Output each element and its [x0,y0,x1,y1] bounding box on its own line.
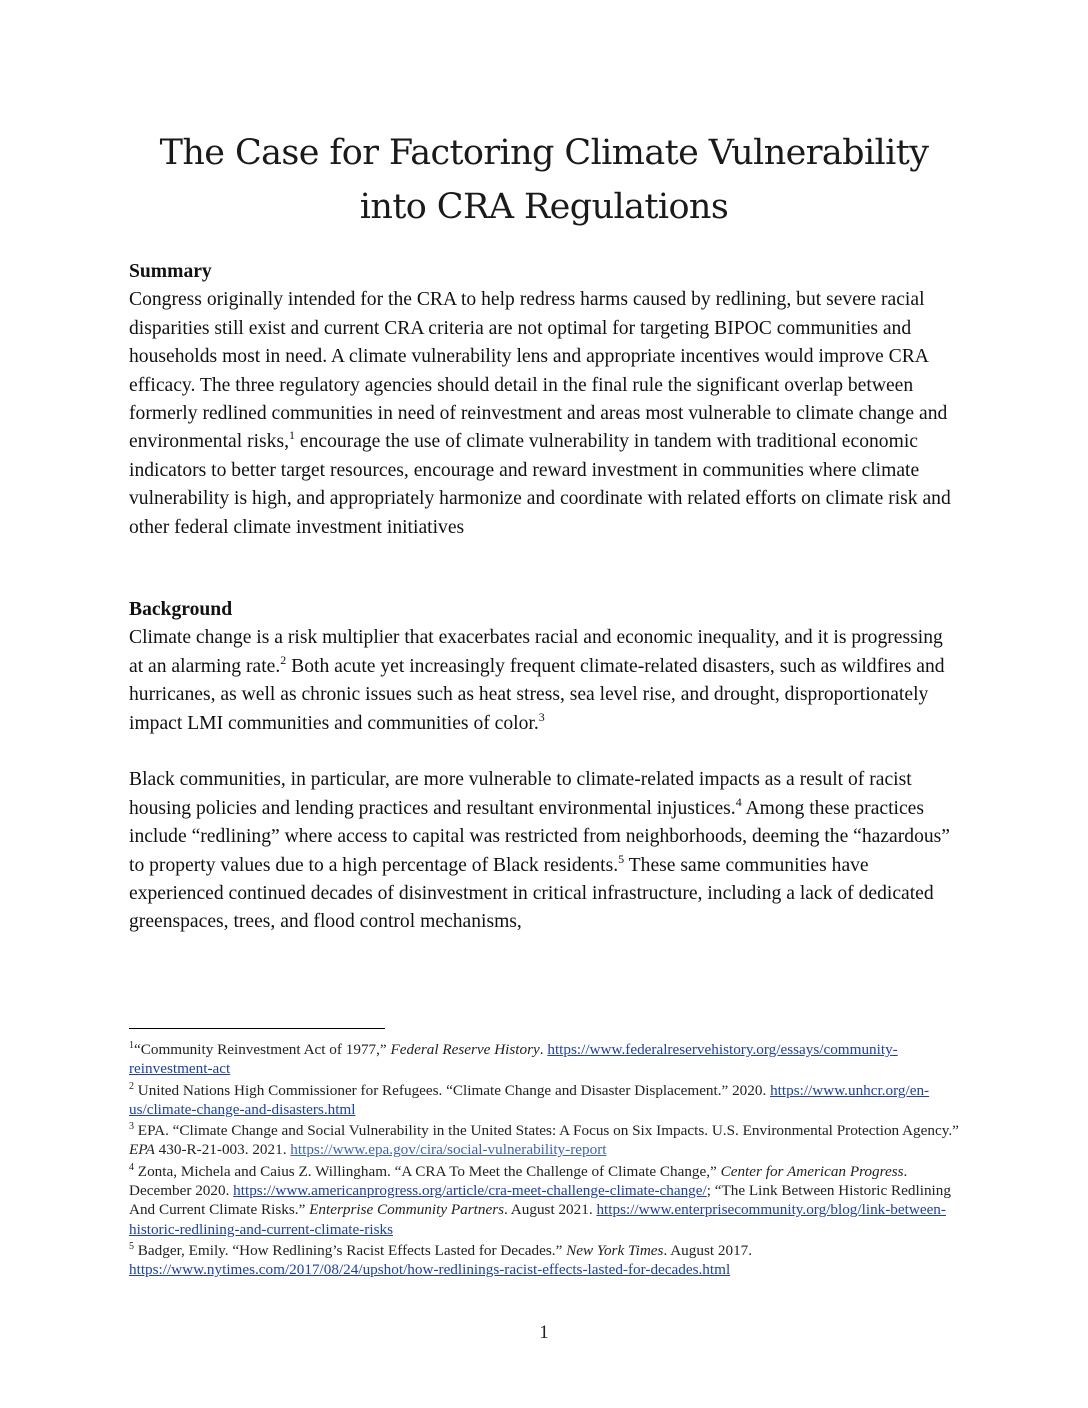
footnote-4 [129,1162,959,1239]
background-paragraph-1 [129,624,959,738]
footnote-number: 2 [129,1080,134,1092]
footnote-text: . August 2021. [504,1201,597,1219]
footnote-text: . August 2017. [663,1241,753,1259]
footnote-number: 3 [129,1121,134,1133]
title-line-1: The Case for Factoring Climate Vulnerability [159,133,929,173]
document-title [100,126,988,234]
footnote-number: 4 [129,1161,134,1173]
title-line-2: into CRA Regulations [359,187,729,227]
footnote-link[interactable]: https://www.americanprogress.org/article/cra-meet-challenge-climate-change/ [233,1182,707,1200]
footnote-link[interactable]: https://www.enterprisecommunity.org/blog/link-between-historic-redlining-and-current-climate-risks [129,1201,946,1238]
footnote-text: . [539,1041,548,1058]
background-text-2b: Among these practices include “redlining” where access to capital was restricted from neighborhoods, deeming the “hazardous” to property values due to a high percentage of Black residents. [129,797,950,876]
footnote-source: EPA [129,1141,155,1159]
footnote-number: 1 [129,1040,134,1051]
footnote-text: ; “The Link Between Historic Redlining And Current Climate Risks.” [129,1182,951,1219]
background-text-1b: Both acute yet increasingly frequent climate-related disasters, such as wildfires and hurricanes, as well as chronic issues such as heat stress, sea level rise, and drought, disproportionately impact LMI communities and communities of color. [129,655,945,734]
footnote-1 [129,1040,959,1079]
background-text-2a: Black communities, in particular, are more vulnerable to climate-related impacts as a result of racist housing policies and lending practices and resultant environmental injustices. [129,769,912,819]
footnote-link[interactable]: https://www.nytimes.com/2017/08/24/upshot/how-redlinings-racist-effects-lasted-for-decades.html [129,1261,731,1279]
footnote-text: “Community Reinvestment Act of 1977,” [134,1041,391,1058]
background-section [129,596,959,937]
summary-paragraph [129,286,959,542]
summary-section [129,258,959,542]
background-text-1a: Climate change is a risk multiplier that exacerbates racial and economic inequality, and it is progressing at an alarming rate. [129,627,943,677]
footnote-link[interactable]: https://www.unhcr.org/en-us/climate-change-and-disasters.html [129,1081,930,1118]
footnote-source: Federal Reserve History [390,1041,540,1058]
footnote-link[interactable]: https://www.federalreservehistory.org/essays/community-reinvestment-act [129,1041,898,1078]
summary-text-cont: encourage the use of climate vulnerability in tandem with traditional economic indicators to better target resources, encourage and reward investment in communities where climate vulnerability is high, and appropriately harmonize and coordinate with related efforts on climate risk and other federal climate investment initiatives [129,431,951,538]
background-heading: Background [129,599,233,620]
footnote-divider [129,1028,385,1029]
footnote-ref-3[interactable]: 3 [538,709,545,724]
summary-heading: Summary [129,261,212,282]
footnote-text: 430-R-21-003. 2021. [154,1141,291,1159]
footnote-link[interactable]: https://www.epa.gov/cira/social-vulnerability-report [290,1141,607,1159]
footnote-source: New York Times [566,1241,664,1259]
footnote-ref-4[interactable]: 4 [735,794,742,809]
footnote-text: Zonta, Michela and Caius Z. Willingham. “A CRA To Meet the Challenge of Climate Change,” [134,1162,721,1180]
background-text-2c: These same communities have experienced continued decades of disinvestment in critical infrastructure, including a lack of dedicated greenspaces, trees, and flood control mechanisms, [129,854,934,933]
summary-text: Congress originally intended for the CRA to help redress harms caused by redlining, but severe racial disparities still exist and current CRA criteria are not optimal for targeting BIPOC communities and households most in need. A climate vulnerability lens and appropriate incentives would improve CRA efficacy. The three regulatory agencies should detail in the final rule the significant overlap between formerly redlined communities in need of reinvestment and areas most vulnerable to climate change and environmental risks, [129,289,948,453]
page-number: 1 [539,1322,549,1343]
footnote-source: Enterprise Community Partners [309,1201,505,1219]
footnote-text: EPA. “Climate Change and Social Vulnerability in the United States: A Focus on Six Impacts. U.S. Environmental Protection Agency.” [134,1122,959,1140]
footnote-number: 5 [129,1240,134,1252]
footnote-ref-1[interactable]: 1 [288,428,295,443]
footnote-text: United Nations High Commissioner for Refugees. “Climate Change and Disaster Displacement.” 2020. [134,1081,771,1099]
background-paragraph-2 [129,766,959,936]
footnotes [129,1040,959,1282]
footnote-ref-5[interactable]: 5 [618,851,625,866]
footnote-3 [129,1121,959,1160]
footnote-2 [129,1081,959,1120]
footnote-source: Center for American Progress [720,1162,904,1180]
footnote-5 [129,1241,959,1280]
footnote-text: Badger, Emily. “How Redlining’s Racist Effects Lasted for Decades.” [134,1241,567,1259]
footnote-text: . December 2020. [129,1162,908,1200]
footnote-ref-2[interactable]: 2 [280,652,287,667]
